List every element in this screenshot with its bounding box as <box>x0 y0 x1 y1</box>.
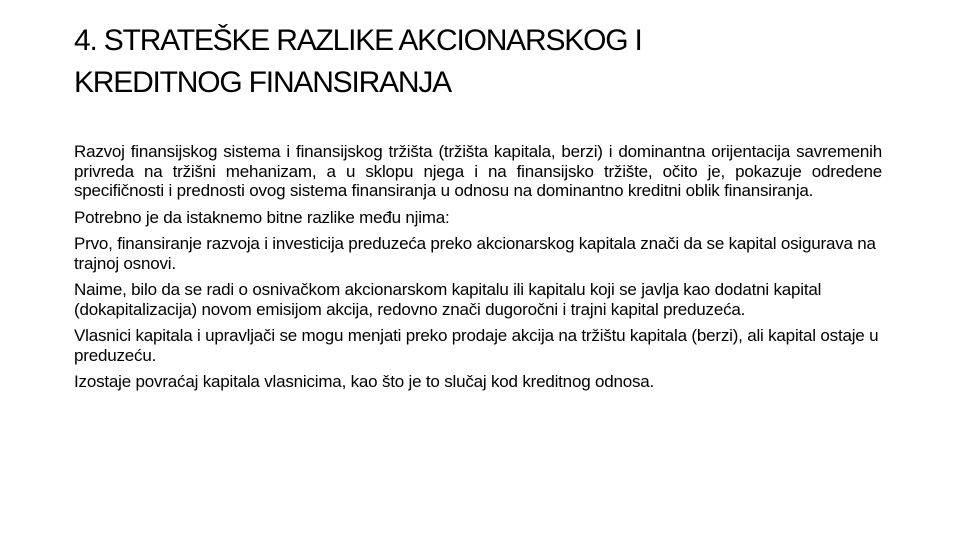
slide-title-line-2: KREDITNOG FINANSIRANJA <box>74 66 451 99</box>
slide-title <box>74 20 904 104</box>
slide-title-line-1: 4. STRATEŠKE RAZLIKE AKCIONARSKOG I <box>74 24 642 57</box>
body-paragraph-3: Prvo, finansiranje razvoja i investicija preduzeća preko akcionarskog kapitala znači da se kapital osigurava na trajnoj osnovi. <box>74 234 876 273</box>
body-paragraph-1: Razvoj finansijskog sistema i finansijskog tržišta (tržišta kapitala, berzi) i dominantna orijentacija savremenih privreda na tržišni mehanizam, a u sklopu njega i na finansijsko tržište, očito je, pokazuje odredene specifičnosti i prednosti ovog sistema finansiranja u odnosu na dominantno kreditni oblik finansiranja. <box>74 142 882 200</box>
body-paragraph-6: Izostaje povraćaj kapitala vlasnicima, kao što je to slučaj kod kreditnog odnosa. <box>74 372 655 391</box>
slide-body <box>74 142 882 399</box>
body-paragraph-4: Naime, bilo da se radi o osnivačkom akcionarskom kapitalu ili kapitalu koji se javlja kao dodatni kapital (dokapitalizacija) novom emisijom akcija, redovno znači dugoročni i trajni kapital preduzeća. <box>74 280 822 319</box>
body-paragraph-2: Potrebno je da istaknemo bitne razlike među njima: <box>74 207 450 227</box>
body-paragraph-5: Vlasnici kapitala i upravljači se mogu menjati preko prodaje akcija na tržištu kapitala (berzi), ali kapital ostaje u preduzeću. <box>74 326 879 365</box>
